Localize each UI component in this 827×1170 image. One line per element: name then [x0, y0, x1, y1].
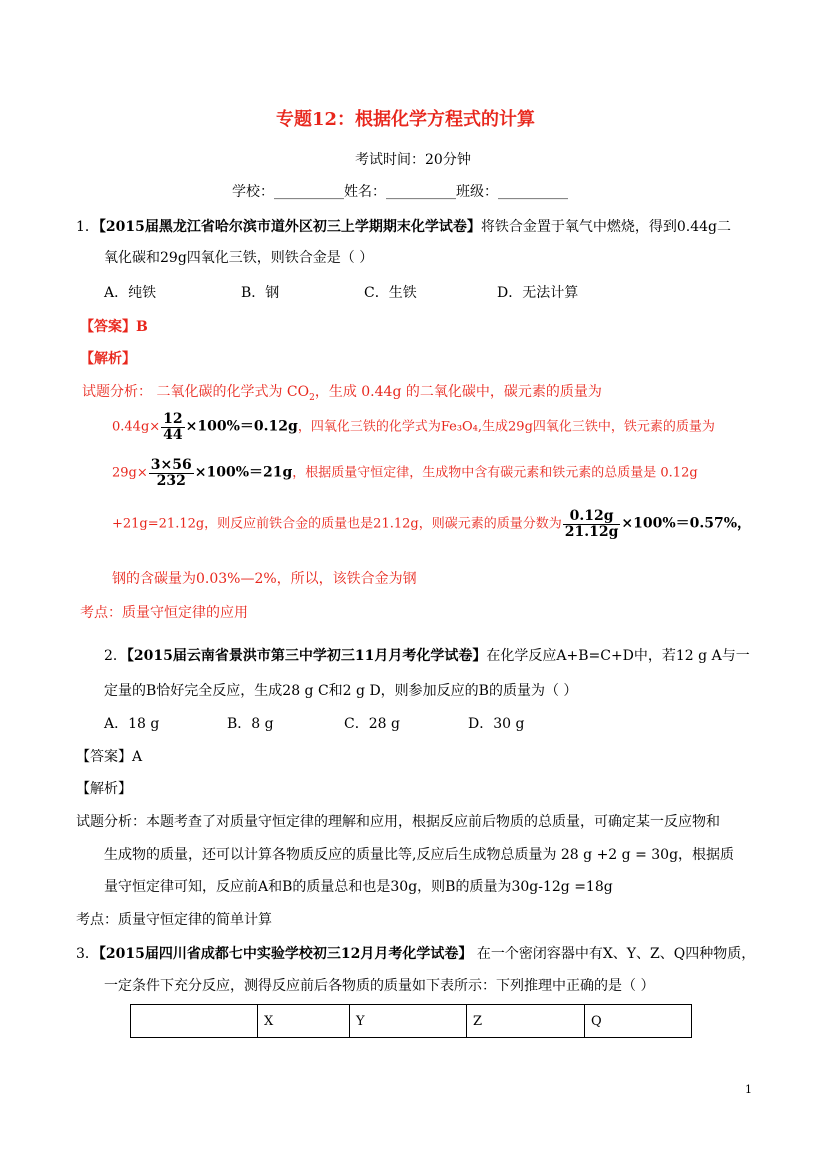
option-a: A．纯铁 [104, 285, 157, 301]
option-a: A．18 g [104, 716, 160, 732]
answer-label: 【答案】 [80, 319, 136, 335]
student-info-line: 学校：__________姓名：__________班级：__________ [232, 184, 568, 200]
analysis-line-5: 钢的含碳量为0.03%—2%，所以，该铁合金为钢 [112, 571, 417, 587]
analysis-line-2: 生成物的质量，还可以计算各物质反应的质量比等,反应后生成物总质量为 28 g +2 g = 30g，根据质 [104, 847, 735, 863]
option-b: B．8 g [227, 716, 274, 732]
analysis-line-3: 量守恒定律可知，反应前A和B的质量总和也是30g，则B的质量为30g-12g =18g [104, 879, 613, 895]
question-stem: 在一个密闭容器中有X、Y、Z、Q四种物质， [472, 946, 756, 962]
question-1-line-1 [76, 220, 731, 234]
answer-label: 【答案】 [76, 749, 132, 765]
analysis-line-4: +21g=21.12g，则反应前铁合金的质量也是21.12g，则碳元素的质量分数为 $\frac{0.12g}{21.12g}$ ×100%＝0.57%， [112, 508, 752, 540]
kaodian: 考点：质量守恒定律的应用 [80, 605, 248, 621]
question-number: 1． [76, 219, 99, 235]
analysis-line-2: 0.44g× $\frac{12}{44}$ ×100%＝0.12g，四氧化三铁的化学式为Fe₃O₄,生成29g四氧化三铁中，铁元素的质量为 [112, 411, 715, 443]
table-row [131, 1005, 692, 1038]
table-cell: Q [585, 1005, 692, 1038]
exam-time: 考试时间：20分钟 [355, 152, 471, 168]
question-source: 【2015届黑龙江省哈尔滨市道外区初三上学期期末化学试卷】 [98, 219, 481, 235]
table-cell: X [258, 1005, 350, 1038]
table-cell [131, 1005, 258, 1038]
table-cell: Z [467, 1005, 585, 1038]
mass-table [130, 1004, 692, 1038]
analysis-line-1: 试题分析： 二氧化碳的化学式为 $CO_2$，生成 0.44g 的二氧化碳中，碳元素的质量为 [82, 384, 602, 403]
analysis-label: 【解析】 [80, 351, 136, 367]
fraction-12-44: $\frac{12}{44}$ [163, 411, 183, 443]
page-title: 专题12：根据化学方程式的计算 [276, 109, 536, 130]
answer-block [76, 750, 142, 764]
fraction-mass-ratio: $\frac{0.12g}{21.12g}$ [564, 508, 619, 540]
question-3-line-2: 一定条件下充分反应，测得反应前后各物质的质量如下表所示：下列推理中正确的是（ ） [104, 978, 655, 994]
question-2-line-2: 定量的B恰好完全反应，生成28 g C和2 g D，则参加反应的B的质量为（ ） [104, 683, 578, 699]
answer-value: A [132, 749, 143, 765]
question-2-line-1 [104, 649, 750, 663]
kaodian: 考点：质量守恒定律的简单计算 [76, 912, 272, 928]
table-cell: Y [350, 1005, 467, 1038]
question-source: 【2015届四川省成都七中实验学校初三12月月考化学试卷】 [98, 946, 473, 962]
page-number: 1 [745, 1083, 752, 1096]
question-stem: 将铁合金置于氧气中燃烧，得到0.44g二 [480, 219, 732, 235]
option-c: C．生铁 [364, 285, 417, 301]
question-number: 3． [76, 946, 99, 962]
question-stem: 在化学反应A+B=C+D中，若12 g A与一 [486, 648, 750, 664]
question-3-line-1 [76, 947, 755, 961]
answer-value: B [136, 319, 148, 335]
question-source: 【2015届云南省景洪市第三中学初三11月月考化学试卷】 [126, 648, 487, 664]
analysis-line-1: 试题分析：本题考查了对质量守恒定律的理解和应用，根据反应前后物质的总质量，可确定某一反应物和 [76, 814, 720, 830]
question-1-line-2: 氧化碳和29g四氧化三铁，则铁合金是（ ） [104, 250, 374, 266]
fraction-168-232: $\frac{3\times 56}{232}$ [150, 457, 192, 489]
option-d: D．30 g [468, 716, 525, 732]
analysis-line-3: 29g× $\frac{3\times 56}{232}$ ×100%＝21g，根据质量守恒定律，生成物中含有碳元素和铁元素的总质量是 0.12g [112, 457, 698, 489]
question-number: 2． [104, 648, 127, 664]
analysis-label: 【解析】 [76, 781, 132, 797]
option-b: B．钢 [241, 285, 280, 301]
option-c: C．28 g [344, 716, 400, 732]
answer-block [80, 320, 148, 334]
option-d: D．无法计算 [497, 285, 579, 301]
